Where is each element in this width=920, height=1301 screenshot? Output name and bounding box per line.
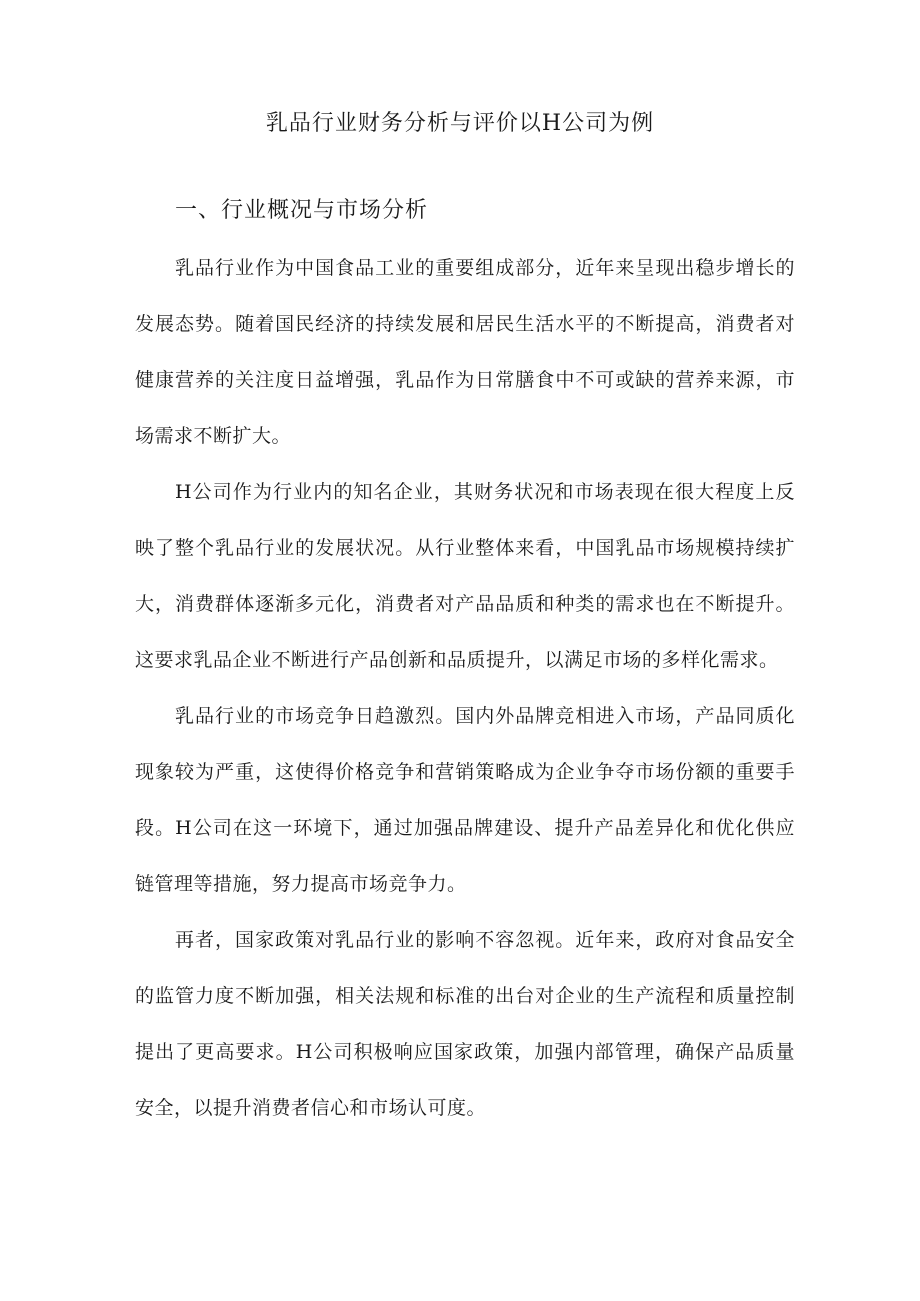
paragraph-1: 乳品行业作为中国食品工业的重要组成部分，近年来呈现出稳步增长的发展态势。随着国民经济的持续发展和居民生活水平的不断提高，消费者对健康营养的关注度日益增强，乳品作为日常膳食中不可或缺的营养来源，市场需求不断扩大。 [135,257,795,447]
document-title: 乳品行业财务分析与评价以H公司为例 [265,111,655,136]
paragraph-4: 再者，国家政策对乳品行业的影响不容忽视。近年来，政府对食品安全的监管力度不断加强，相关法规和标准的出台对企业的生产流程和质量控制提出了更高要求。H公司积极响应国家政策，加强内部管理，确保产品质量安全，以提升消费者信心和市场认可度。 [135,929,795,1119]
paragraph-2: H公司作为行业内的知名企业，其财务状况和市场表现在很大程度上反映了整个乳品行业的发展状况。从行业整体来看，中国乳品市场规模持续扩大，消费群体逐渐多元化，消费者对产品品质和种类的需求也在不断提升。这要求乳品企业不断进行产品创新和品质提升，以满足市场的多样化需求。 [135,481,795,671]
paragraph-3: 乳品行业的市场竞争日趋激烈。国内外品牌竞相进入市场，产品同质化现象较为严重，这使得价格竞争和营销策略成为企业争夺市场份额的重要手段。H公司在这一环境下，通过加强品牌建设、提升产品差异化和优化供应链管理等措施，努力提高市场竞争力。 [135,705,795,895]
section-heading: 一、行业概况与市场分析 [175,198,429,223]
